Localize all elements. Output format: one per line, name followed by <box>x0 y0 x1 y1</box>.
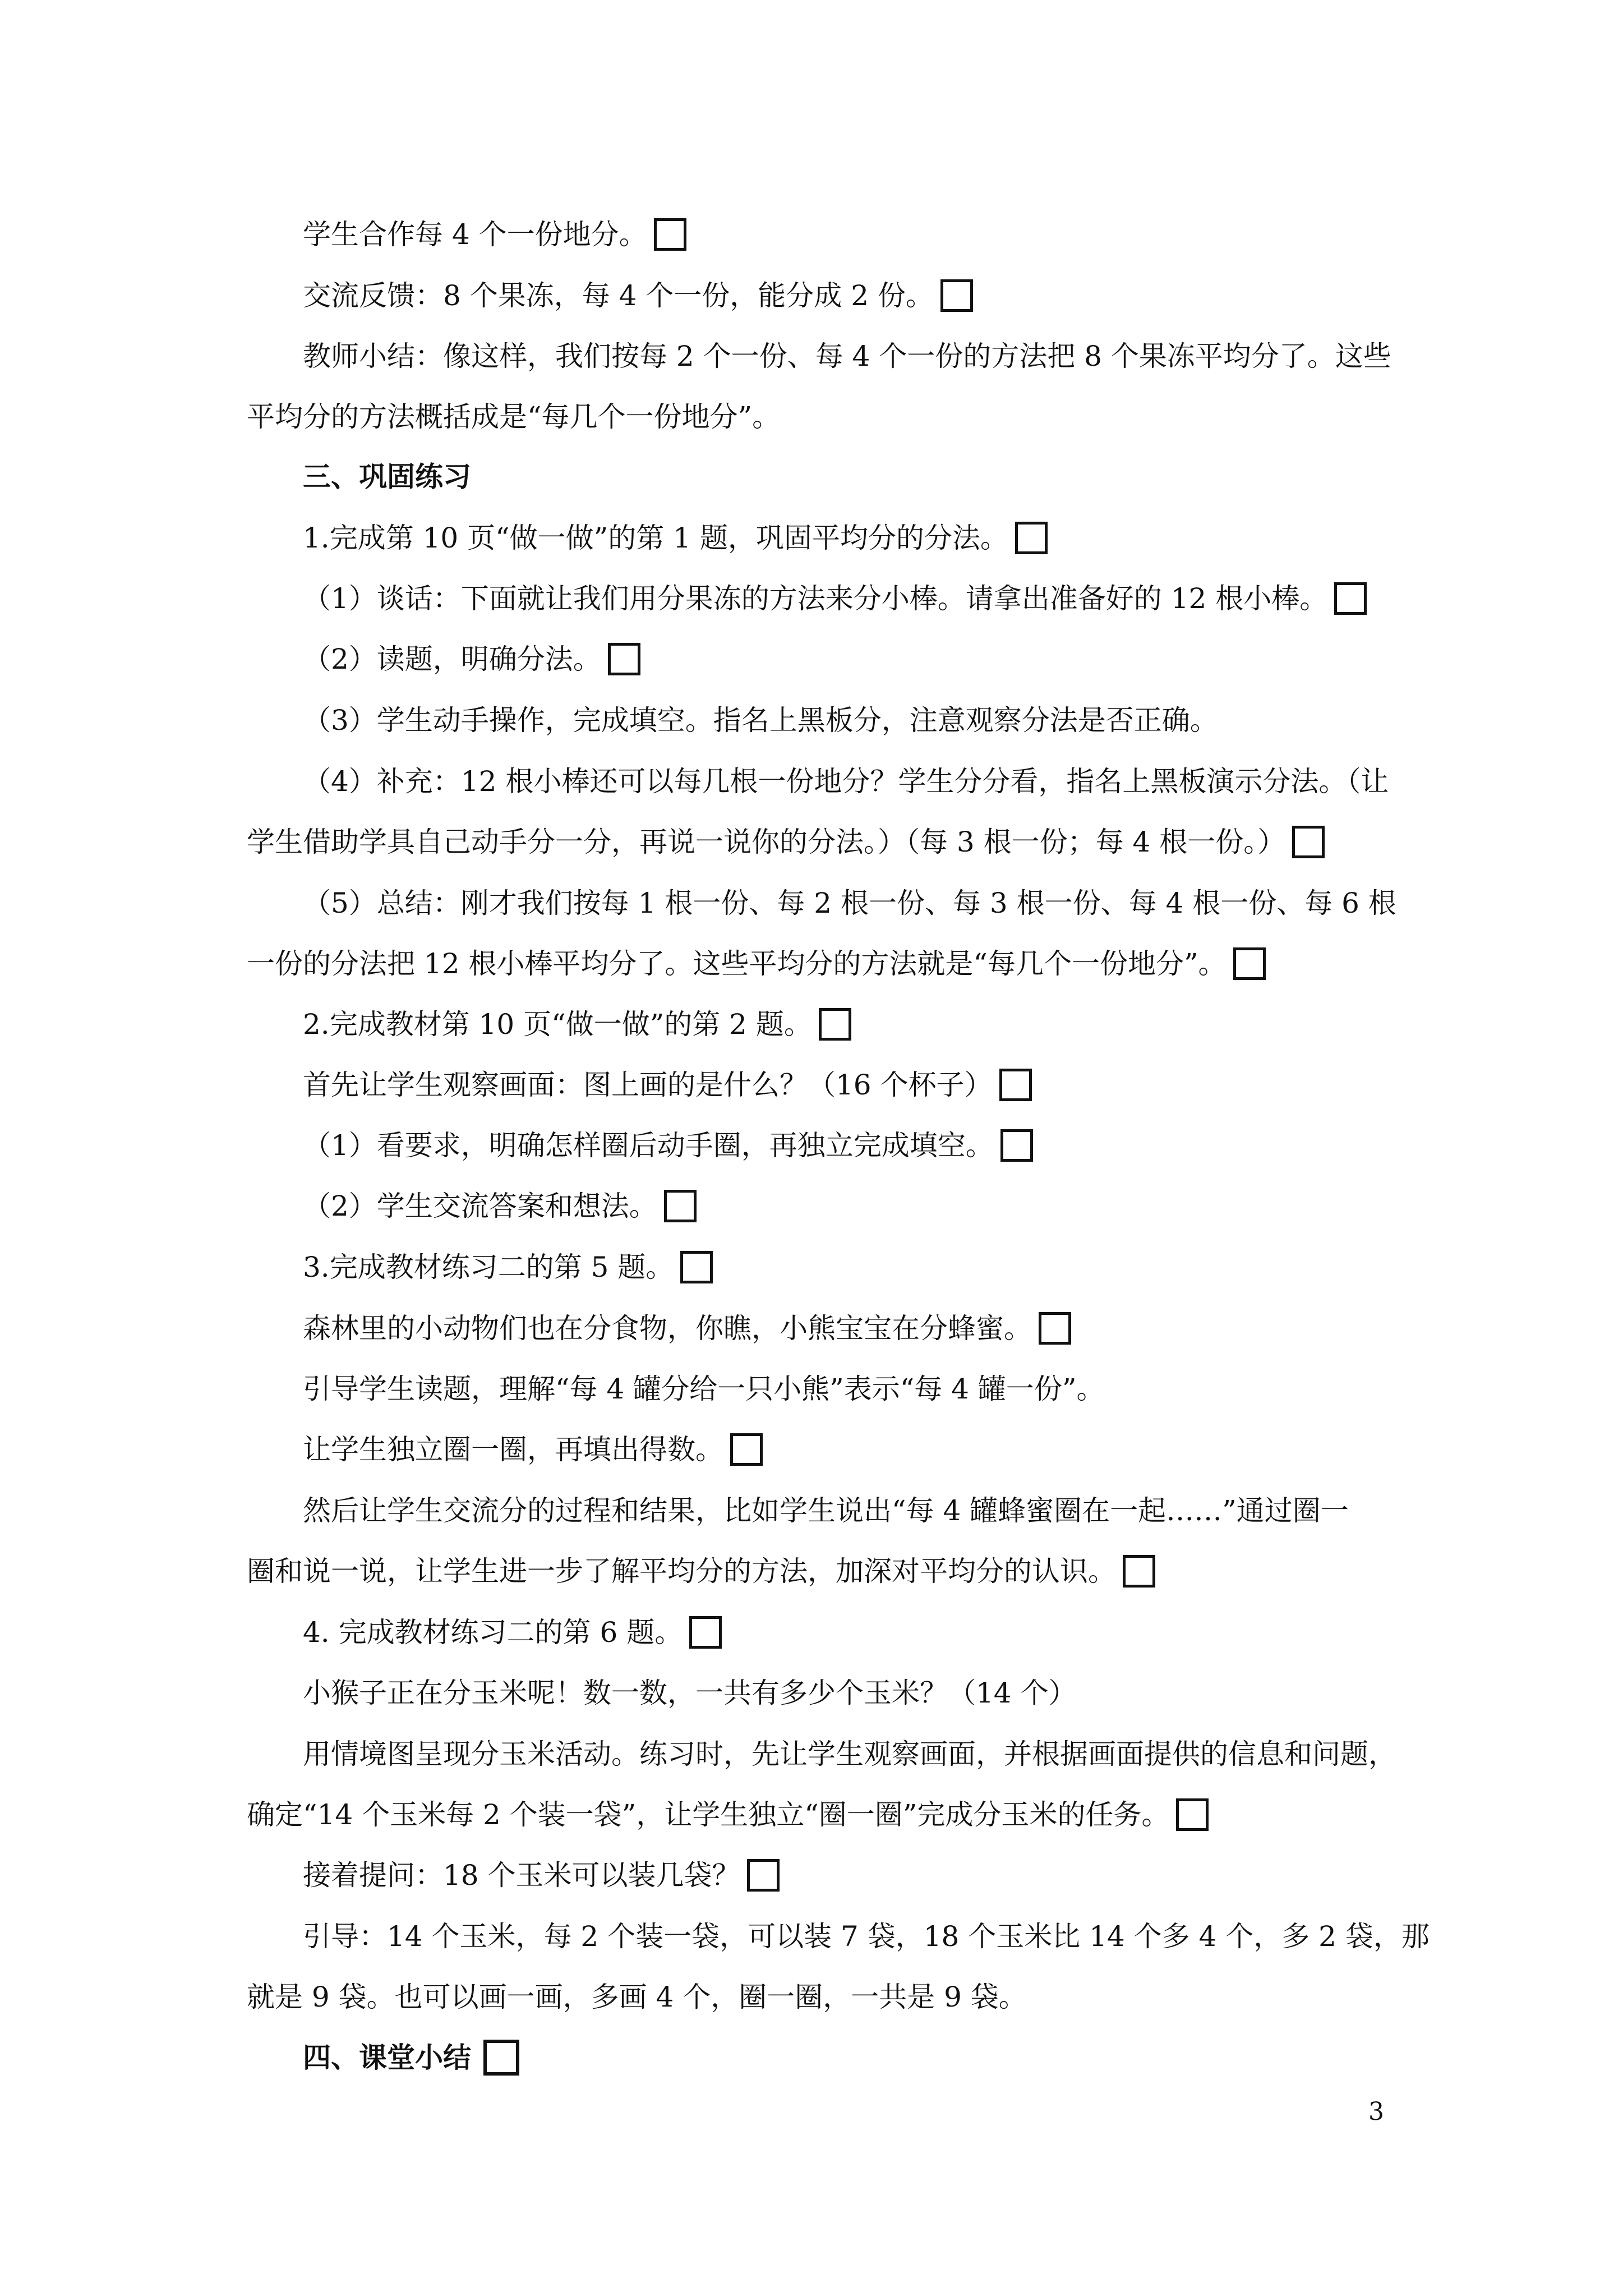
paragraph-text: （1）谈话：下面就让我们用分果冻的方法来分小棒。请拿出准备好的 12 根小棒。 <box>303 582 1328 615</box>
paragraph <box>303 1856 780 1895</box>
paragraph-text: 一份的分法把 12 根小棒平均分了。这些平均分的方法就是“每几个一份地分”。 <box>247 947 1227 980</box>
paragraph <box>247 1795 1209 1834</box>
paragraph <box>303 1734 1396 1774</box>
paragraph-text: 接着提问：18 个玉米可以装几袋？ <box>303 1859 740 1892</box>
paragraph <box>303 639 640 679</box>
heading-text: 四、课堂小结 <box>303 2041 471 2074</box>
paragraph <box>303 762 1389 801</box>
paragraph-text: 用情境图呈现分玉米活动。练习时，先让学生观察画面，并根据画面提供的信息和问题， <box>303 1738 1396 1770</box>
paragraph <box>303 1673 1077 1713</box>
checkbox[interactable] <box>608 643 640 675</box>
paragraph-text: 3.完成教材练习二的第 5 题。 <box>303 1251 674 1283</box>
paragraph-text: （2）学生交流答案和想法。 <box>303 1190 657 1222</box>
paragraph <box>303 1491 1349 1530</box>
paragraph <box>303 579 1367 618</box>
paragraph-text: 2.完成教材第 10 页“做一做”的第 2 题。 <box>303 1008 812 1041</box>
paragraph <box>247 397 780 436</box>
paragraph <box>303 701 1218 740</box>
paragraph <box>303 1917 1430 1956</box>
section-heading <box>303 2038 519 2077</box>
paragraph-text: 首先让学生观察画面：图上画的是什么？（16 个杯子） <box>303 1069 993 1101</box>
paragraph-text: （1）看要求，明确怎样圈后动手圈，再独立完成填空。 <box>303 1129 994 1162</box>
checkbox[interactable] <box>664 1190 697 1222</box>
paragraph <box>303 1186 697 1226</box>
checkbox[interactable] <box>1123 1555 1155 1588</box>
paragraph-text: 圈和说一说，让学生进一步了解平均分的方法，加深对平均分的认识。 <box>247 1555 1116 1588</box>
paragraph <box>247 1552 1155 1591</box>
paragraph <box>303 1005 851 1044</box>
paragraph-text: 森林里的小动物们也在分食物，你瞧，小熊宝宝在分蜂蜜。 <box>303 1312 1032 1345</box>
paragraph <box>303 884 1396 923</box>
paragraph-text: 学生合作每 4 个一份地分。 <box>303 218 647 251</box>
paragraph-text: 1.完成第 10 页“做一做”的第 1 题，巩固平均分的分法。 <box>303 522 1008 554</box>
paragraph-text: 小猴子正在分玉米呢！数一数，一共有多少个玉米？（14 个） <box>303 1677 1077 1709</box>
paragraph-text: （3）学生动手操作，完成填空。指名上黑板分，注意观察分法是否正确。 <box>303 704 1218 737</box>
checkbox[interactable] <box>940 279 973 312</box>
paragraph <box>303 518 1048 558</box>
paragraph-text: （2）读题，明确分法。 <box>303 643 601 675</box>
checkbox[interactable] <box>1334 582 1367 615</box>
paragraph <box>247 1977 1027 2017</box>
checkbox[interactable] <box>1000 1129 1033 1162</box>
checkbox[interactable] <box>1233 947 1266 980</box>
paragraph-text: 学生借助学具自己动手分一分，再说一说你的分法。）（每 3 根一份；每 4 根一份。） <box>247 826 1286 858</box>
paragraph <box>303 1065 1032 1105</box>
checkbox[interactable] <box>483 2040 519 2076</box>
paragraph-text: 然后让学生交流分的过程和结果，比如学生说出“每 4 罐蜂蜜圈在一起……”通过圈一 <box>303 1494 1349 1527</box>
checkbox[interactable] <box>730 1433 763 1466</box>
checkbox[interactable] <box>747 1859 780 1892</box>
paragraph-text: （4）补充：12 根小棒还可以每几根一份地分？学生分分看，指名上黑板演示分法。（让 <box>303 765 1389 798</box>
paragraph <box>303 1248 713 1287</box>
page-number: 3 <box>1368 2097 1384 2126</box>
paragraph-text: 平均分的方法概括成是“每几个一份地分”。 <box>247 401 781 433</box>
checkbox[interactable] <box>689 1616 722 1649</box>
checkbox[interactable] <box>1039 1312 1071 1345</box>
checkbox[interactable] <box>680 1251 713 1283</box>
paragraph <box>247 944 1266 983</box>
paragraph-text: 让学生独立圈一圈，再填出得数。 <box>303 1433 723 1466</box>
paragraph-text: 确定“14 个玉米每 2 个装一袋”，让学生独立“圈一圈”完成分玉米的任务。 <box>247 1798 1170 1831</box>
paragraph <box>303 337 1391 376</box>
paragraph-text: 4. 完成教材练习二的第 6 题。 <box>303 1616 683 1649</box>
paragraph-text: 引导：14 个玉米，每 2 个装一袋，可以装 7 袋，18 个玉米比 14 个多 4 个，多 2 袋，那 <box>303 1920 1430 1953</box>
paragraph-text: 交流反馈：8 个果冻，每 4 个一份，能分成 2 份。 <box>303 279 934 312</box>
heading-text: 三、巩固练习 <box>303 460 471 493</box>
paragraph <box>303 1613 722 1652</box>
checkbox[interactable] <box>1292 826 1325 858</box>
paragraph-text: 引导学生读题，理解“每 4 罐分给一只小熊”表示“每 4 罐一份”。 <box>303 1373 1105 1405</box>
paragraph <box>303 1309 1071 1348</box>
paragraph-text: 教师小结：像这样，我们按每 2 个一份、每 4 个一份的方法把 8 个果冻平均分了。这些 <box>303 340 1391 372</box>
paragraph <box>303 276 973 315</box>
paragraph-text: （5）总结：刚才我们按每 1 根一份、每 2 根一份、每 3 根一份、每 4 根一份、每 6 根 <box>303 887 1396 919</box>
checkbox[interactable] <box>1176 1798 1209 1831</box>
paragraph <box>247 822 1325 862</box>
checkbox[interactable] <box>819 1008 851 1041</box>
paragraph <box>303 1369 1104 1409</box>
checkbox[interactable] <box>999 1069 1032 1101</box>
paragraph <box>303 1430 763 1469</box>
checkbox[interactable] <box>1015 522 1048 554</box>
paragraph <box>303 215 686 254</box>
section-heading <box>303 457 471 496</box>
paragraph-text: 就是 9 袋。也可以画一画，多画 4 个，圈一圈，一共是 9 袋。 <box>247 1981 1027 2013</box>
checkbox[interactable] <box>654 218 686 251</box>
paragraph <box>303 1126 1033 1165</box>
